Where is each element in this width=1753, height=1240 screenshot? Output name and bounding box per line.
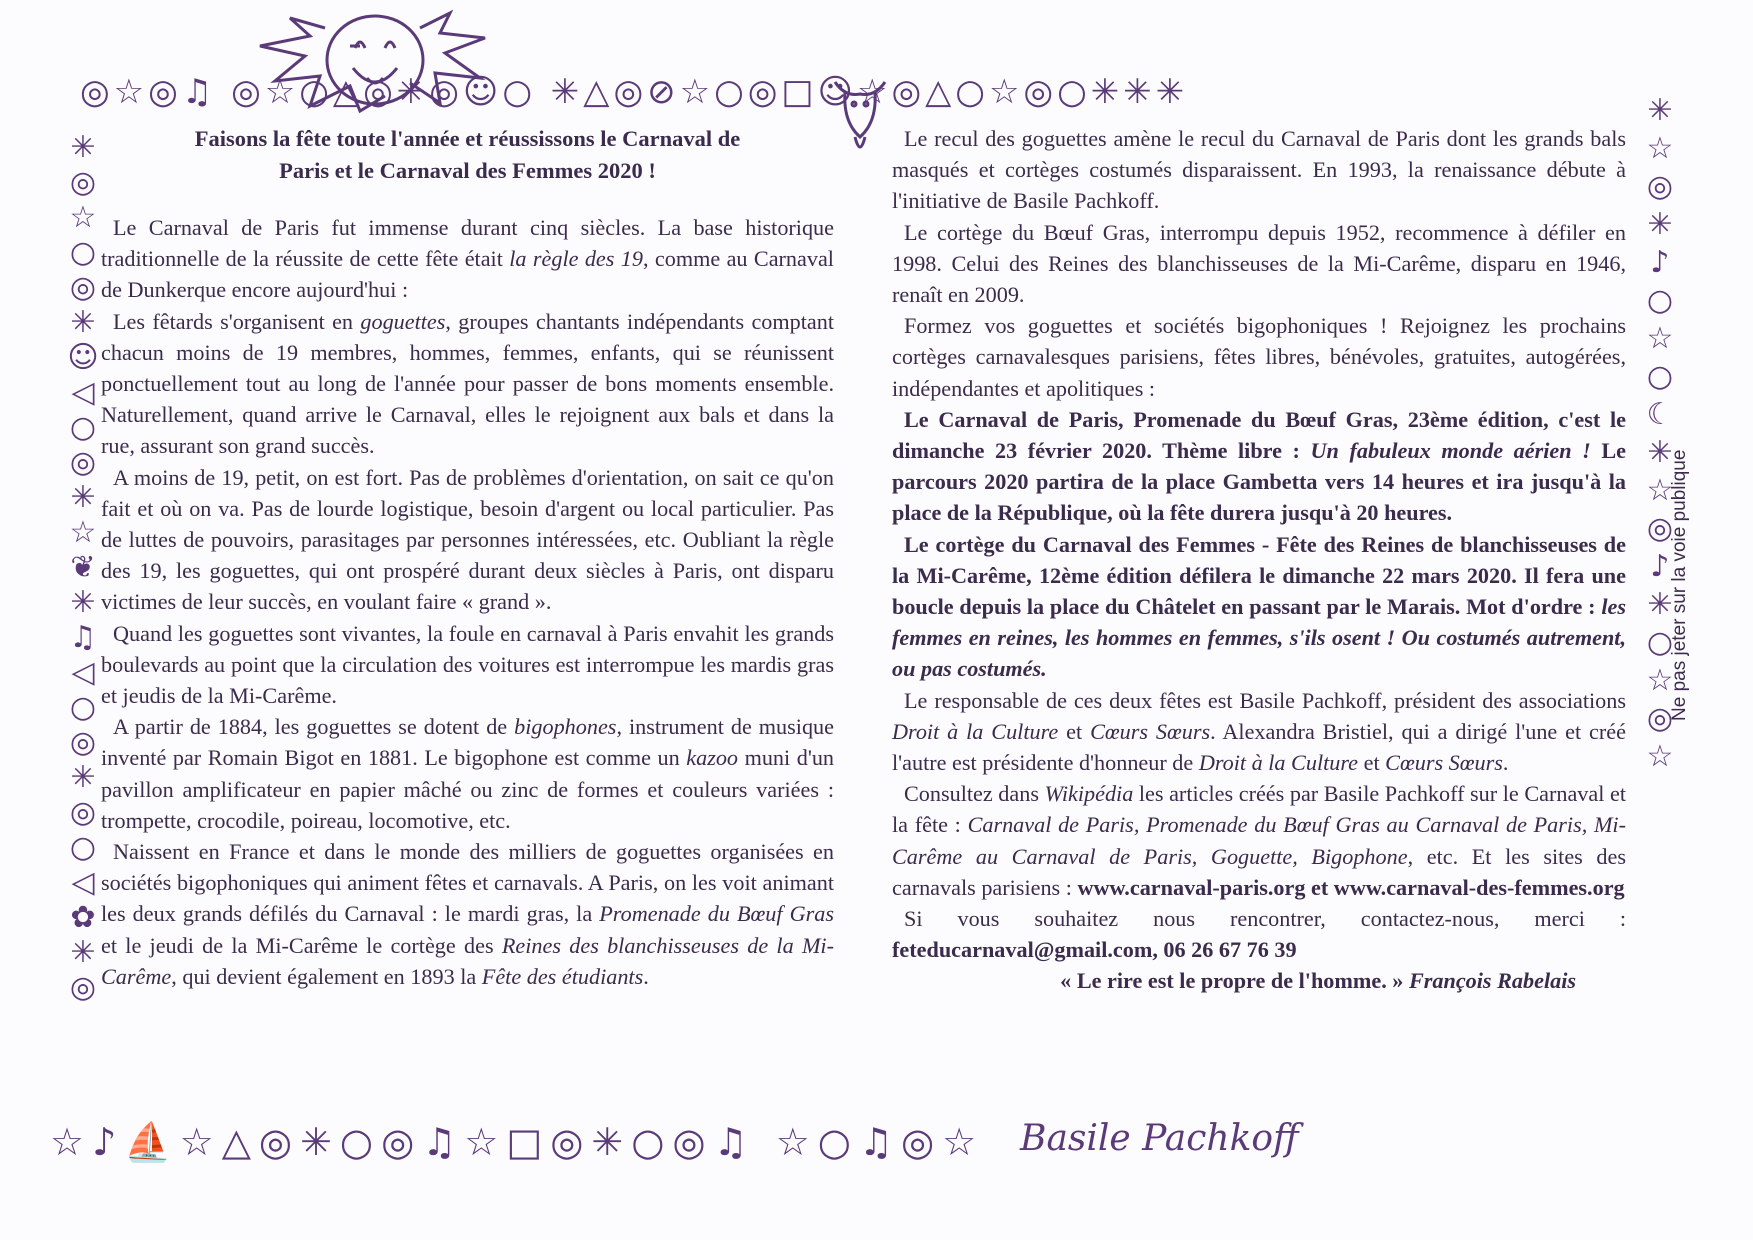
paragraph-goguettes: Les fêtards s'organisent en goguettes, groupes chantants indépendants comptant chacun moins de 19 membres, hommes, femmes, enfants, qui se réunissent ponctuellement tout au long de l'année pour passer de bons moments ensemble. Naturellement, quand arrive le Carnaval, elles le rejoignent aux bals et dans la rue, assurant son grand succès.	[101, 308, 835, 459]
paragraph-contact: Si vous souhaitez nous rencontrer, contactez-nous, merci : feteducarnaval@gmail.com, 06 26 67 76 39	[892, 906, 1626, 963]
paragraph-bigophones: A partir de 1884, les goguettes se dotent de bigophones, instrument de musique inventé par Romain Bigot en 1881. Le bigophone est comme un kazoo muni d'un pavillon amplificateur en papier mâché ou zinc de formes et couleurs variées : trompette, crocodile, poireau, locomotive, etc.	[101, 714, 835, 833]
doodle-border-bottom: ☆♪⛵☆△◎✳○◎♫☆□◎✳○◎♫ ☆○♫◎☆	[50, 1120, 985, 1164]
paragraph-boeuf-gras-event: Le Carnaval de Paris, Promenade du Bœuf Gras, 23ème édition, c'est le dimanche 23 février 2020. Thème libre : Un fabuleux monde aérien ! Le parcours 2020 partira de la place Gambetta vers 14 heures et ira jusqu'à la place de la République, où la fête durera jusqu'à 20 heures.	[892, 406, 1626, 526]
paragraph-call-to-action: Formez vos goguettes et sociétés bigophoniques ! Rejoignez les prochains cortèges carnavalesques parisiens, fêtes libres, bénévoles, gratuites, autogérées, indépendantes et apolitiques :	[892, 313, 1626, 401]
website-links: www.carnaval-paris.org et www.carnaval-des-femmes.org	[1077, 874, 1625, 900]
paragraph-organizers: Le responsable de ces deux fêtes est Basile Pachkoff, président des associations Droit à la Culture et Cœurs Sœurs. Alexandra Bristiel, qui a dirigé l'une et créé l'autre est présidente d'honneur de Droit à la Culture et Cœurs Sœurs.	[892, 687, 1626, 776]
paragraph-decline: Le recul des goguettes amène le recul du Carnaval de Paris dont les grands bals masqués et cortèges costumés disparaissent. En 1993, la renaissance débute à l'initiative de Basile Pachkoff.	[892, 126, 1626, 214]
doodle-border-left: ✳ ◎ ☆ ○ ◎ ✳ ☺ ◁ ○ ◎ ✳ ☆ ❦ ✳ ♫ ◁ ○ ◎ ✳ ◎ ○ ◁ ✿ ✳ ◎	[67, 130, 99, 1005]
paragraph-femmes-event: Le cortège du Carnaval des Femmes - Fête des Reines de blanchisseuses de la Mi-Carême, 12ème édition défilera le dimanche 22 mars 2020. Il fera une boucle depuis la place du Châtelet en passant par le Marais. Mot d'ordre : les femmes en reines, les hommes en femmes, s'ils osent ! Ou costumés autrement, ou pas costumés.	[892, 531, 1626, 682]
paragraph-crowd: Quand les goguettes sont vivantes, la foule en carnaval à Paris envahit les grands boulevards au point que la circulation des voitures est interrompue les mardis gras et jeudis de la Mi-Carême.	[101, 620, 834, 709]
paragraph-small-groups: A moins de 19, petit, on est fort. Pas de problèmes d'orientation, on sait ce qu'on fait et où on va. Pas de lourde logistique, besoin d'argent ou local particulier. Pas de luttes de pouvoirs, parasitages par personnes intéressées, etc. Oubliant la règle des 19, les goguettes, qui ont prospéré durant deux siècles à Paris, ont disparu victimes de leur succès, en voulant faire « grand ».	[101, 464, 834, 615]
page-title: Faisons la fête toute l'année et réussissons le Carnaval de Paris et le Carnaval des Femmes 2020 !	[194, 126, 741, 183]
paragraph-revival: Le cortège du Bœuf Gras, interrompu depuis 1952, recommence à défiler en 1998. Celui des Reines des blanchisseuses de la Mi-Carême, disparu en 1946, renaît en 2009.	[892, 219, 1626, 308]
signature: Basile Pachkoff	[1020, 1118, 1299, 1159]
doodle-border-top: ◎☆◎♫ ◎☆○△◎✳◎☺○ ✳△◎⊘☆○◎□☺☆◎△○☆◎○✳✳✳	[80, 72, 1189, 112]
paragraph-wikipedia: Consultez dans Wikipédia les articles créés par Basile Pachkoff sur le Carnaval et la fête : Carnaval de Paris, Promenade du Bœuf Gras au Carnaval de Paris, Mi-Carême au Carnaval de Paris, Goguette, Bigophone, etc. Et les sites des carnavals parisiens : www.carnaval-paris.org et www.carnaval-des-femmes.org	[892, 781, 1627, 900]
side-note-vertical: Ne pas jeter sur la voie publique	[1669, 449, 1690, 721]
paragraph-societies: Naissent en France et dans le monde des milliers de goguettes organisées en sociétés bigophoniques qui animent fêtes et carnavals. A Paris, on les voit animant les deux grands défilés du Carnaval : le mardi gras, la Promenade du Bœuf Gras et le jeudi de la Mi-Carême le cortège des Reines des blanchisseuses de la Mi-Carême, qui devient également en 1893 la Fête des étudiants.	[101, 839, 834, 989]
rabelais-quote: « Le rire est le propre de l'homme. » François Rabelais	[1060, 968, 1576, 994]
paragraph-history: Le Carnaval de Paris fut immense durant cinq siècles. La base historique traditionnelle de la réussite de cette fête était la règle des 19, comme au Carnaval de Dunkerque encore aujourd'hui :	[101, 215, 834, 303]
right-column	[892, 123, 1626, 997]
doodle-border-right: ✳ ☆ ◎ ✳ ♪ ○ ☆ ○ ☾ ✳ ☆ ◎ ♪ ✳ ○ ☆ ◎ ☆	[1646, 93, 1674, 774]
contact-info: feteducarnaval@gmail.com, 06 26 67 76 39	[892, 937, 1297, 963]
left-column	[101, 123, 834, 992]
